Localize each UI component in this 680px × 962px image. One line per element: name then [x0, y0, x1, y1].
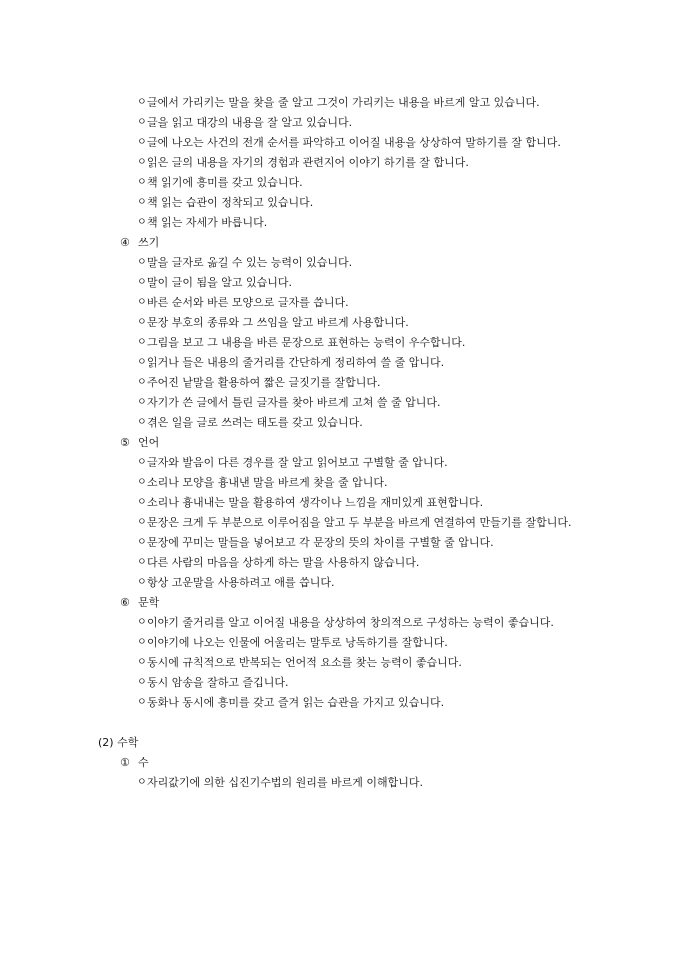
bullet-icon: ㅇ: [137, 317, 147, 328]
list-item: ㅇ 책 읽는 습관이 정착되고 있습니다.: [0, 193, 620, 213]
language-list: [0, 453, 680, 593]
list-item: ㅇ 이야기 줄거리를 알고 이어질 내용을 상상하여 창의적으로 구성하는 능력이 좋습니다.: [0, 613, 620, 633]
list-item: ㅇ 자기가 쓴 글에서 틀린 글자를 찾아 바르게 고쳐 쓸 줄 압니다.: [0, 393, 620, 413]
bullet-icon: ㅇ: [137, 637, 147, 648]
bullet-icon: ㅇ: [137, 657, 147, 668]
list-item: ㅇ 겪은 일을 글로 쓰려는 태도를 갖고 있습니다.: [0, 413, 620, 433]
bullet-icon: ㅇ: [137, 677, 147, 688]
list-item: ㅇ 글에서 가리키는 말을 찾을 줄 알고 그것이 가리키는 내용을 바르게 알고 있습니다.: [0, 93, 620, 113]
bullet-icon: ㅇ: [137, 577, 147, 588]
bullet-icon: ㅇ: [137, 517, 147, 528]
subsection-heading-language: ⑤ 언어: [120, 436, 160, 449]
list-item: ㅇ 글자와 발음이 다른 경우를 잘 알고 읽어보고 구별할 줄 압니다.: [0, 453, 620, 473]
writing-list: [0, 253, 680, 433]
bullet-icon: ㅇ: [137, 97, 147, 108]
math-list: [0, 773, 680, 793]
bullet-icon: ㅇ: [137, 357, 147, 368]
bullet-icon: ㅇ: [137, 477, 147, 488]
bullet-icon: ㅇ: [137, 457, 147, 468]
bullet-icon: ㅇ: [137, 117, 147, 128]
list-item: ㅇ 책 읽는 자세가 바릅니다.: [0, 213, 620, 233]
list-item: ㅇ 소리나 흉내내는 말을 활용하여 생각이나 느낌을 재미있게 표현합니다.: [0, 493, 620, 513]
bullet-icon: ㅇ: [137, 537, 147, 548]
list-item: ㅇ 소리나 모양을 흉내낸 말을 바르게 찾을 줄 압니다.: [0, 473, 620, 493]
reading-list: [0, 93, 680, 233]
list-item: ㅇ 말이 글이 됨을 알고 있습니다.: [0, 273, 620, 293]
list-item: ㅇ 말을 글자로 옮길 수 있는 능력이 있습니다.: [0, 253, 620, 273]
section-heading-math: (2) 수학: [98, 736, 139, 749]
bullet-icon: ㅇ: [137, 277, 147, 288]
bullet-icon: ㅇ: [137, 777, 147, 788]
list-item: ㅇ 동시 암송을 잘하고 즐깁니다.: [0, 673, 620, 693]
list-item: ㅇ 다른 사람의 마음을 상하게 하는 말을 사용하지 않습니다.: [0, 553, 620, 573]
subsection-heading-literature: ⑥ 문학: [120, 596, 160, 609]
bullet-icon: ㅇ: [137, 497, 147, 508]
list-item: ㅇ 항상 고운말을 사용하려고 애를 씁니다.: [0, 573, 620, 593]
list-item: ㅇ 동화나 동시에 흥미를 갖고 즐겨 읽는 습관을 가지고 있습니다.: [0, 693, 620, 713]
list-item: ㅇ 문장 부호의 종류와 그 쓰임을 알고 바르게 사용합니다.: [0, 313, 620, 333]
bullet-icon: ㅇ: [137, 337, 147, 348]
bullet-icon: ㅇ: [137, 417, 147, 428]
bullet-icon: ㅇ: [137, 257, 147, 268]
list-item: ㅇ 동시에 규칙적으로 반복되는 언어적 요소를 찾는 능력이 좋습니다.: [0, 653, 620, 673]
bullet-icon: ㅇ: [137, 137, 147, 148]
subsection-heading-writing: ④ 쓰기: [120, 236, 160, 249]
bullet-icon: ㅇ: [137, 157, 147, 168]
bullet-icon: ㅇ: [137, 377, 147, 388]
list-item: ㅇ 읽거나 들은 내용의 줄거리를 간단하게 정리하여 쓸 줄 압니다.: [0, 353, 620, 373]
list-item: ㅇ 글에 나오는 사건의 전개 순서를 파악하고 이어질 내용을 상상하여 말하기를 잘 합니다.: [0, 133, 620, 153]
list-item: ㅇ 주어진 낱말을 활용하여 짧은 글짓기를 잘합니다.: [0, 373, 620, 393]
bullet-icon: ㅇ: [137, 617, 147, 628]
bullet-icon: ㅇ: [137, 297, 147, 308]
list-item: ㅇ 이야기에 나오는 인물에 어울리는 말투로 낭독하기를 잘합니다.: [0, 633, 620, 653]
list-item: ㅇ 자리값기에 의한 십진기수법의 원리를 바르게 이해합니다.: [0, 773, 620, 793]
list-item: ㅇ 글을 읽고 대강의 내용을 잘 알고 있습니다.: [0, 113, 620, 133]
list-item: ㅇ 책 읽기에 흥미를 갖고 있습니다.: [0, 173, 620, 193]
list-item: ㅇ 읽은 글의 내용을 자기의 경험과 관련지어 이야기 하기를 잘 합니다.: [0, 153, 620, 173]
list-item: ㅇ 문장은 크게 두 부분으로 이루어짐을 알고 두 부분을 바르게 연결하여 만들기를 잘합니다.: [0, 513, 620, 533]
bullet-icon: ㅇ: [137, 217, 147, 228]
bullet-icon: ㅇ: [137, 557, 147, 568]
list-item: ㅇ 그림을 보고 그 내용을 바른 문장으로 표현하는 능력이 우수합니다.: [0, 333, 620, 353]
bullet-icon: ㅇ: [137, 177, 147, 188]
section-gap: [0, 713, 680, 733]
bullet-icon: ㅇ: [137, 197, 147, 208]
document-page: [0, 93, 680, 793]
list-item: ㅇ 바른 순서와 바른 모양으로 글자를 씁니다.: [0, 293, 620, 313]
list-item: ㅇ 문장에 꾸미는 말들을 넣어보고 각 문장의 뜻의 차이를 구별할 줄 압니다.: [0, 533, 620, 553]
literature-list: [0, 613, 680, 713]
subsection-heading-number: ① 수: [120, 756, 149, 769]
bullet-icon: ㅇ: [137, 697, 147, 708]
bullet-icon: ㅇ: [137, 397, 147, 408]
